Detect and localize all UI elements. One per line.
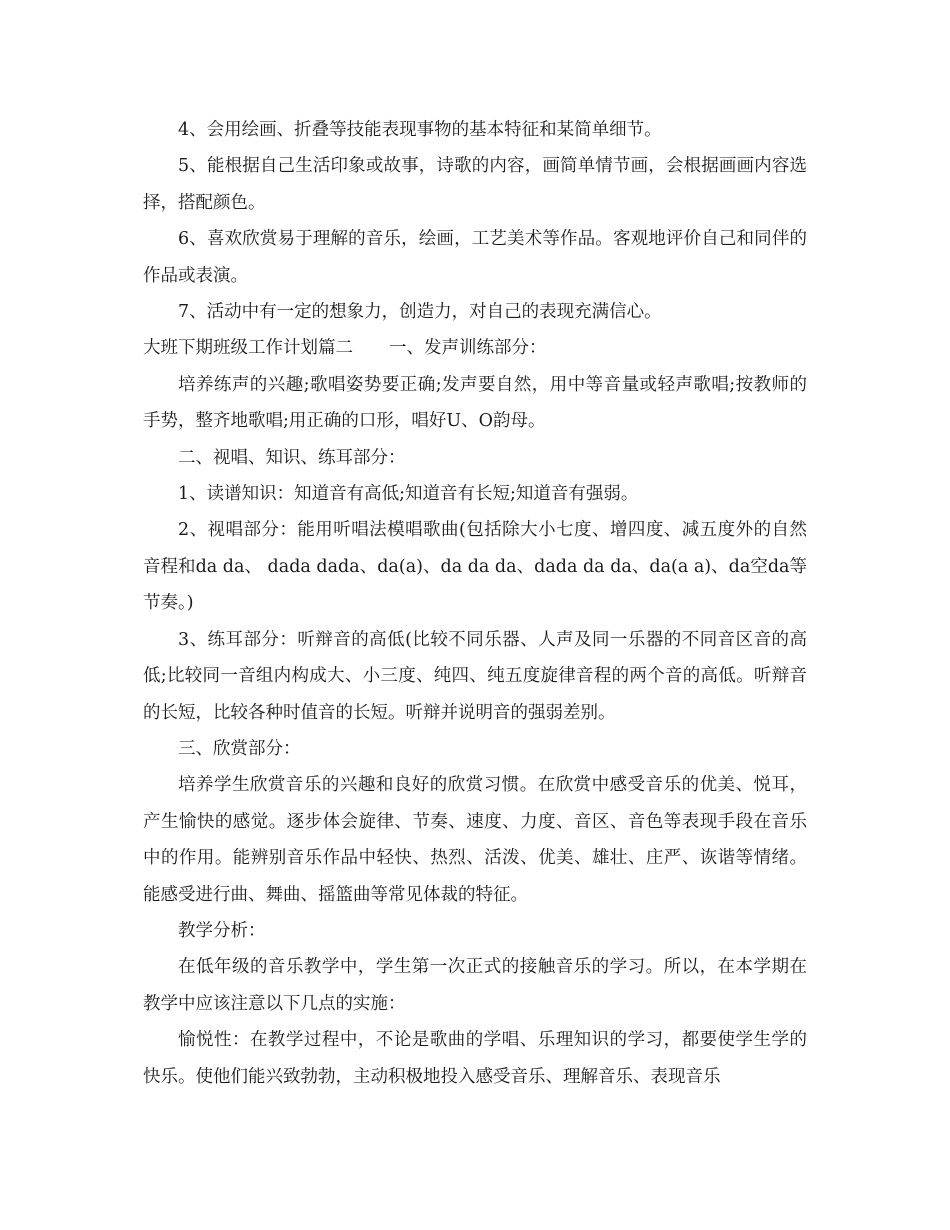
document-title: 大班下期班级工作计划篇二 <box>143 338 353 359</box>
section-heading-vocal: 一、发声训练部分： <box>389 338 547 359</box>
paragraph-notation: 1、读谱知识：知道音有高低;知道音有长短;知道音有强弱。 <box>178 484 639 505</box>
paragraph-skill-6: 6、喜欢欣赏易于理解的音乐，绘画，工艺美术等作品。客观地评价自己和同伴的作品或表演。 <box>143 229 807 286</box>
paragraph-skill-5: 5、能根据自己生活印象或故事，诗歌的内容，画简单情节画，会根据画画内容选择，搭配颜色。 <box>143 156 807 213</box>
paragraph-vocal-training: 培养练声的兴趣;歌唱姿势要正确;发声要自然，用中等音量或轻声歌唱;按教师的手势，整齐地歌唱;用正确的口形，唱好U、O韵母。 <box>143 374 807 432</box>
paragraph-sight-singing: 2、视唱部分：能用听唱法模唱歌曲(包括除大小七度、增四度、减五度外的自然音程和da da、 dada dada、da(a)、da da da、dada da da、da(a a)、da空da等节奏。) <box>143 520 807 614</box>
section-heading-appreciation: 三、欣赏部分： <box>178 738 301 759</box>
paragraph-skill-4: 4、会用绘画、折叠等技能表现事物的基本特征和某简单细节。 <box>178 120 662 140</box>
paragraph-skill-7: 7、活动中有一定的想象力，创造力，对自己的表现充满信心。 <box>178 302 662 323</box>
paragraph-appreciation: 培养学生欣赏音乐的兴趣和良好的欣赏习惯。在欣赏中感受音乐的优美、悦耳，产生愉快的感觉。逐步体会旋律、节奏、速度、力度、音区、音色等表现手段在音乐中的作用。能辨别音乐作品中轻快、热烈、活泼、优美、雄壮、庄严、诙谐等情绪。能感受进行曲、舞曲、摇篮曲等常见体裁的特征。 <box>143 775 807 905</box>
section-heading-teaching-analysis: 教学分析： <box>178 920 266 941</box>
section-heading-sight-singing: 二、视唱、知识、练耳部分： <box>178 447 406 468</box>
document-body <box>143 112 807 1095</box>
paragraph-teaching-analysis: 在低年级的音乐教学中，学生第一次正式的接触音乐的学习。所以，在本学期在教学中应该注意以下几点的实施： <box>143 957 807 1014</box>
paragraph-enjoyment: 愉悦性：在教学过程中，不论是歌曲的学唱、乐理知识的学习，都要使学生学的 快乐。使他们能兴致勃勃，主动积极地投入感受音乐、理解音乐、表现音乐 <box>143 1030 807 1087</box>
title-line <box>143 330 807 366</box>
paragraph-ear-training: 3、练耳部分：听辩音的高低(比较不同乐器、人声及同一乐器的不同音区音的高低;比较同一音组内构成大、小三度、纯四、纯五度旋律音程的两个音的高低。听辩音的长短，比较各种时值音的长短。听辩并说明音的强弱差别。 <box>143 629 807 723</box>
